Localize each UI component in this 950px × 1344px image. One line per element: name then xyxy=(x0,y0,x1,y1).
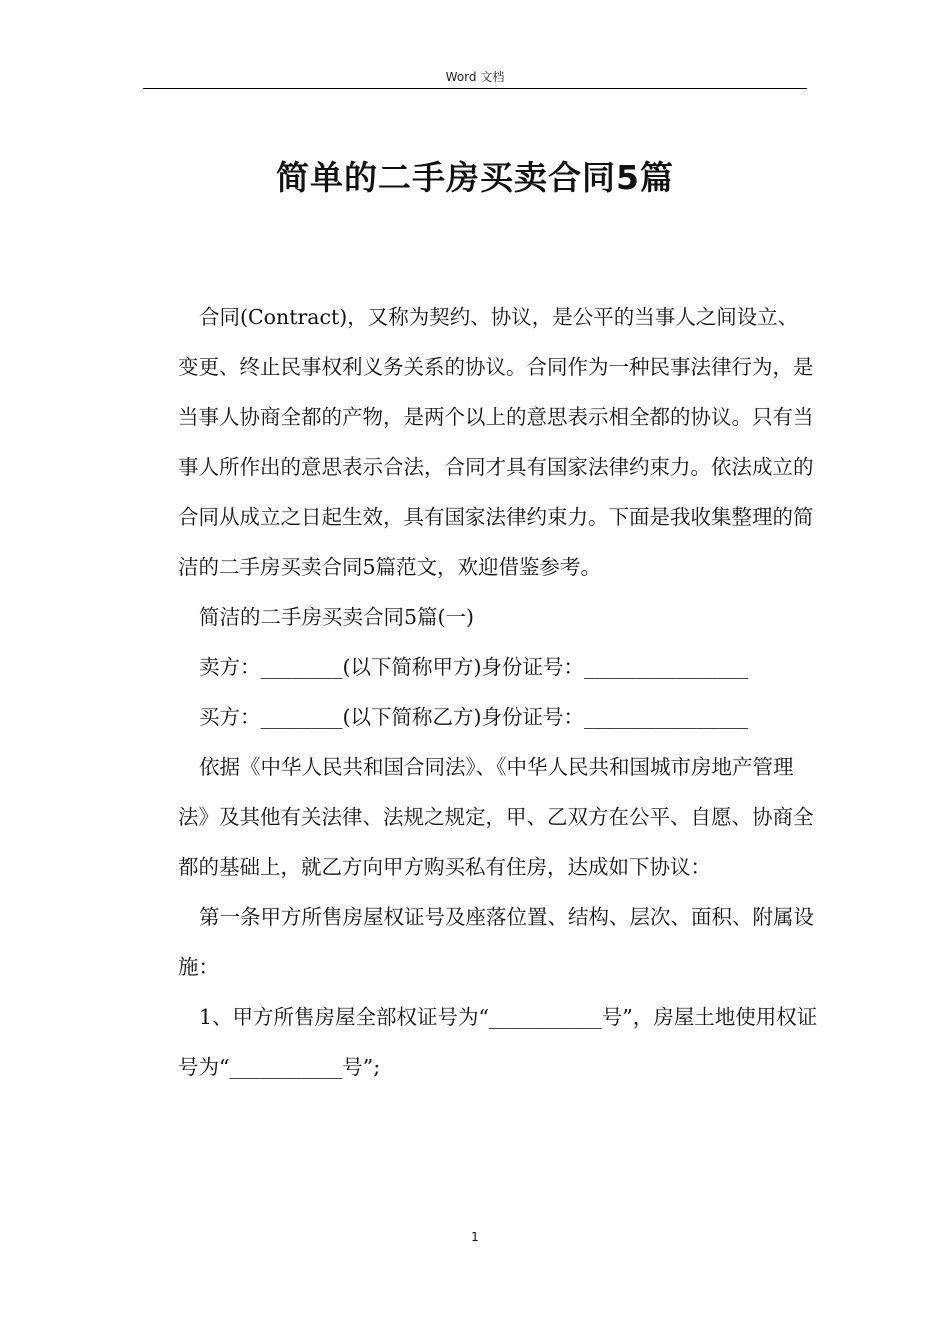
seller-line: 卖方：________(以下简称甲方)身份证号：________________ xyxy=(199,655,748,679)
buyer-line: 买方：________(以下简称乙方)身份证号：________________ xyxy=(199,705,748,729)
intro-paragraph: 合同(Contract)，又称为契约、协议，是公平的当事人之间设立、变更、终止民事权利义务关系的协议。合同作为一种民事法律行为，是当事人协商全都的产物，是两个以上的意思表示相全都的协议。只有当事人所作出的意思表示合法，合同才具有国家法律约束力。依法成立的合同从成立之日起生效，具有国家法律约束力。下面是我收集整理的简洁的二手房买卖合同5篇范文，欢迎借鉴参考。 xyxy=(178,305,814,579)
clause-one-paragraph: 1、甲方所售房屋全部权证号为“___________号”，房屋土地使用权证号为“___________号”; xyxy=(178,1005,818,1079)
legal-basis-paragraph: 依据《中华人民共和国合同法》、《中华人民共和国城市房地产管理法》及其他有关法律、法规之规定，甲、乙双方在公平、自愿、协商全都的基础上，就乙方向甲方购买私有住房，达成如下协议： xyxy=(178,755,814,879)
document-title: 简单的二手房买卖合同5篇 xyxy=(276,158,674,197)
document-body xyxy=(178,292,818,1092)
page-number: 1 xyxy=(471,1230,479,1244)
page-header: Word 文档 xyxy=(445,70,505,84)
article-one-paragraph: 第一条甲方所售房屋权证号及座落位置、结构、层次、面积、附属设施： xyxy=(178,905,814,979)
section-heading: 简洁的二手房买卖合同5篇(一) xyxy=(199,605,475,629)
header-rule xyxy=(143,88,807,89)
